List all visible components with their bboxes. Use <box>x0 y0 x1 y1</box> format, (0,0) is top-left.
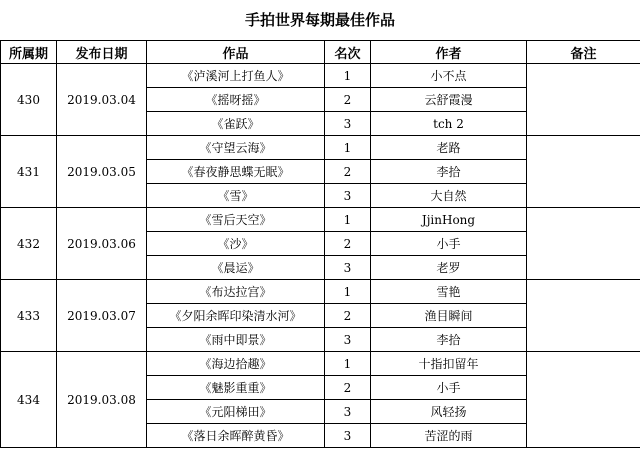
issue-cell: 434 <box>1 352 57 448</box>
note-cell <box>527 64 640 136</box>
work-cell: 《泸溪河上打鱼人》 <box>147 64 325 88</box>
work-cell: 《沙》 <box>147 232 325 256</box>
header-date: 发布日期 <box>57 41 147 64</box>
sheet-title: 手拍世界每期最佳作品 <box>244 11 395 29</box>
author-cell: 云舒霞漫 <box>371 88 527 112</box>
work-cell: 《夕阳余晖印染清水河》 <box>147 304 325 328</box>
header-issue: 所属期 <box>1 41 57 64</box>
work-cell: 《雨中即景》 <box>147 328 325 352</box>
rank-cell: 1 <box>325 208 371 232</box>
author-cell: 李拾 <box>371 160 527 184</box>
rank-cell: 2 <box>325 160 371 184</box>
rank-cell: 3 <box>325 184 371 208</box>
date-cell: 2019.03.08 <box>57 352 147 448</box>
header-work: 作品 <box>147 41 325 64</box>
rank-cell: 2 <box>325 232 371 256</box>
note-cell <box>527 280 640 352</box>
header-author: 作者 <box>371 41 527 64</box>
author-cell: 十指扣留年 <box>371 352 527 376</box>
rank-cell: 3 <box>325 328 371 352</box>
header-row <box>1 41 640 64</box>
work-cell: 《摇呀摇》 <box>147 88 325 112</box>
author-cell: 小手 <box>371 376 527 400</box>
rank-cell: 2 <box>325 304 371 328</box>
author-cell: 小不点 <box>371 64 527 88</box>
table-row <box>1 136 640 160</box>
issue-cell: 430 <box>1 64 57 136</box>
author-cell: 渔目瞬间 <box>371 304 527 328</box>
table-header <box>1 41 640 64</box>
work-cell: 《守望云海》 <box>147 136 325 160</box>
author-cell: tch 2 <box>371 112 527 136</box>
work-cell: 《魅影重重》 <box>147 376 325 400</box>
date-cell: 2019.03.04 <box>57 64 147 136</box>
author-cell: JjinHong <box>371 208 527 232</box>
rank-cell: 1 <box>325 352 371 376</box>
header-note: 备注 <box>527 41 640 64</box>
table-body <box>1 64 640 448</box>
work-cell: 《雪后天空》 <box>147 208 325 232</box>
author-cell: 小手 <box>371 232 527 256</box>
rank-cell: 3 <box>325 112 371 136</box>
author-cell: 老路 <box>371 136 527 160</box>
rank-cell: 1 <box>325 64 371 88</box>
work-cell: 《雀跃》 <box>147 112 325 136</box>
author-cell: 老罗 <box>371 256 527 280</box>
author-cell: 李拾 <box>371 328 527 352</box>
issue-cell: 433 <box>1 280 57 352</box>
table-row <box>1 352 640 376</box>
header-rank: 名次 <box>325 41 371 64</box>
table-row <box>1 64 640 88</box>
rank-cell: 3 <box>325 400 371 424</box>
note-cell <box>527 352 640 448</box>
rank-cell: 1 <box>325 136 371 160</box>
rank-cell: 3 <box>325 424 371 448</box>
note-cell <box>527 136 640 208</box>
work-cell: 《春夜静思蝶无眠》 <box>147 160 325 184</box>
rank-cell: 2 <box>325 88 371 112</box>
issue-cell: 432 <box>1 208 57 280</box>
date-cell: 2019.03.05 <box>57 136 147 208</box>
work-cell: 《落日余晖醉黄昏》 <box>147 424 325 448</box>
issue-cell: 431 <box>1 136 57 208</box>
note-cell <box>527 208 640 280</box>
date-cell: 2019.03.07 <box>57 280 147 352</box>
rank-cell: 1 <box>325 280 371 304</box>
author-cell: 大自然 <box>371 184 527 208</box>
author-cell: 风轻扬 <box>371 400 527 424</box>
table-row <box>1 208 640 232</box>
rank-cell: 3 <box>325 256 371 280</box>
table-row <box>1 280 640 304</box>
rank-cell: 2 <box>325 376 371 400</box>
work-cell: 《海边拾趣》 <box>147 352 325 376</box>
author-cell: 苦涩的雨 <box>371 424 527 448</box>
work-cell: 《晨运》 <box>147 256 325 280</box>
work-cell: 《元阳梯田》 <box>147 400 325 424</box>
work-cell: 《布达拉宫》 <box>147 280 325 304</box>
work-cell: 《雪》 <box>147 184 325 208</box>
author-cell: 雪艳 <box>371 280 527 304</box>
date-cell: 2019.03.06 <box>57 208 147 280</box>
awards-table <box>0 40 640 448</box>
